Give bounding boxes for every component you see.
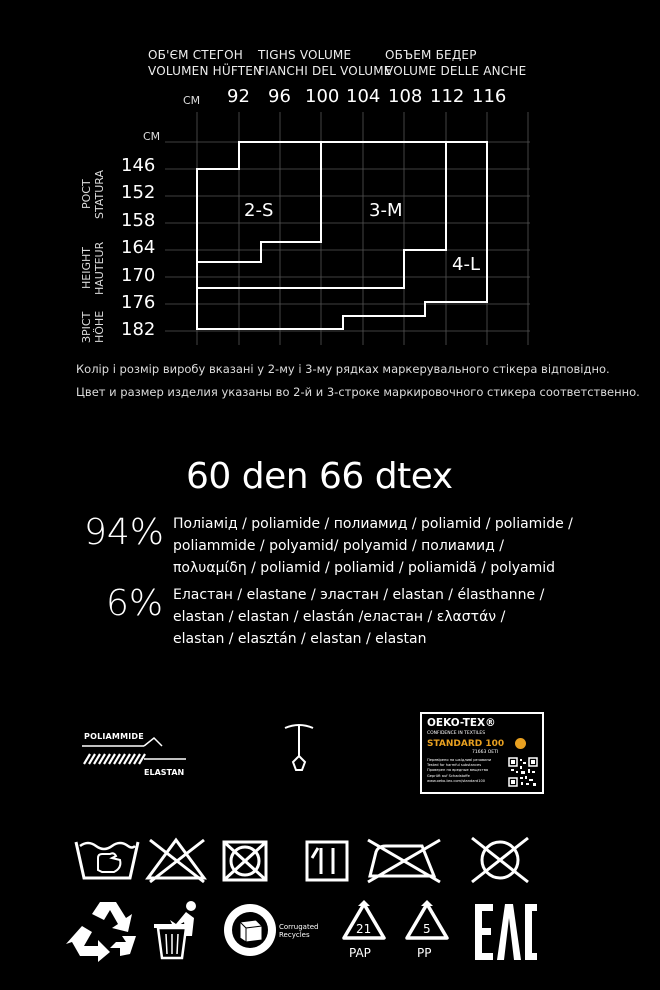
density-title: 60 den 66 dtex — [186, 456, 453, 497]
height-label-3: ЗРІСТ HÖHE — [80, 310, 106, 344]
size-grid — [0, 0, 660, 360]
fiber-logo: POLIAMMIDE ELASTAN — [78, 728, 190, 784]
percent-polyamide: 94% — [84, 512, 165, 553]
y-tick: 152 — [121, 182, 156, 203]
y-tick: 176 — [121, 292, 156, 313]
care-symbols-row — [0, 830, 660, 890]
oeko-flower-icon — [515, 738, 526, 749]
size-label-4l: 4-L — [452, 254, 480, 275]
no-iron-icon — [368, 840, 440, 882]
hips-header-3: ОБЪЕМ БЕДЕР VOLUME DELLE ANCHE — [385, 48, 527, 78]
qr-code-icon — [508, 757, 538, 787]
no-tumble-dry-icon — [224, 842, 266, 880]
note-russian: Цвет и размер изделия указаны во 2-й и 3-строке маркировочного стикера соответственно. — [76, 385, 640, 399]
x-tick: 92 — [227, 86, 250, 107]
percent-elastane: 6% — [106, 583, 164, 624]
tidyman-icon — [154, 901, 196, 958]
corrugated-recycles-icon — [224, 904, 276, 956]
y-tick: 182 — [121, 319, 156, 340]
y-tick: 170 — [121, 265, 156, 286]
height-label-2: HEIGHT HAUTEUR — [80, 241, 106, 295]
x-tick: 104 — [346, 86, 381, 107]
size-region-3m — [197, 142, 446, 288]
corrugated-label: Corrugated Recycles — [279, 923, 319, 939]
mannequin-icon — [282, 720, 316, 780]
size-region-4l — [197, 142, 487, 329]
recycling-symbols-row — [0, 896, 660, 976]
oeko-tex-small-text: Перевірено на шкідливі речовини Tested for harmful substances Проверен на вредные вещества Geprüft auf Schadstoffe www.oeko-tex.com/standard100 — [427, 758, 492, 783]
hand-wash-icon — [76, 842, 138, 878]
y-tick: 146 — [121, 155, 156, 176]
size-label-3m: 3-M — [369, 200, 403, 221]
x-tick: 116 — [472, 86, 507, 107]
y-unit: СМ — [143, 130, 161, 143]
pp-label: PP — [417, 946, 432, 960]
note-ukrainian: Колір і розмір виробу вказані у 2-му і 3-му рядках маркерувального стікера відповідно. — [76, 362, 610, 376]
x-tick: 100 — [305, 86, 340, 107]
no-dry-clean-icon — [472, 838, 528, 882]
hips-header-1: ОБ'ЄМ СТЕГОН VOLUMEN HÜFTEN — [148, 48, 263, 78]
eac-mark-icon — [475, 904, 537, 960]
size-label-2s: 2-S — [244, 200, 274, 221]
y-tick: 164 — [121, 237, 156, 258]
elastane-text: Еластан / elastane / эластан / elastan / élasthanne / elastan / elastan / elastán /еластан / ελαστάν / elastan / elasztán / elastan / elastan — [173, 587, 545, 647]
pap-label: PAP — [349, 946, 371, 960]
x-tick: 112 — [430, 86, 465, 107]
x-tick: 108 — [388, 86, 423, 107]
x-tick: 96 — [268, 86, 291, 107]
y-tick: 158 — [121, 210, 156, 231]
height-label-1: РОСТ STATURA — [80, 169, 106, 219]
no-bleach-icon — [148, 840, 204, 882]
polyamide-text: Поліамід / poliamide / полиамид / poliamid / poliamide / poliammide / polyamid/ polyamid / полиамид / πολυαμίδη / poliamid / poliamid / poliamidă / polyamid — [173, 516, 573, 576]
line-dry-icon — [307, 842, 347, 880]
hips-header-2: TIGHS VOLUME FIANCHI DEL VOLUME — [258, 48, 392, 78]
oeko-tex-label: OEKO-TEX® CONFIDENCE IN TEXTILES STANDARD 100 71663 OETI Перевірено на шкідливі речовини Tested for harmful substances Проверен на вредные вещества Geprüft auf Schadstoffe www.oeko-tex.com/standard100 — [420, 712, 544, 794]
pp-number: 5 — [423, 922, 431, 936]
x-unit: СМ — [183, 94, 201, 107]
grid-lines — [165, 112, 530, 345]
recycle-icon — [66, 902, 146, 962]
pap-number: 21 — [356, 922, 372, 936]
